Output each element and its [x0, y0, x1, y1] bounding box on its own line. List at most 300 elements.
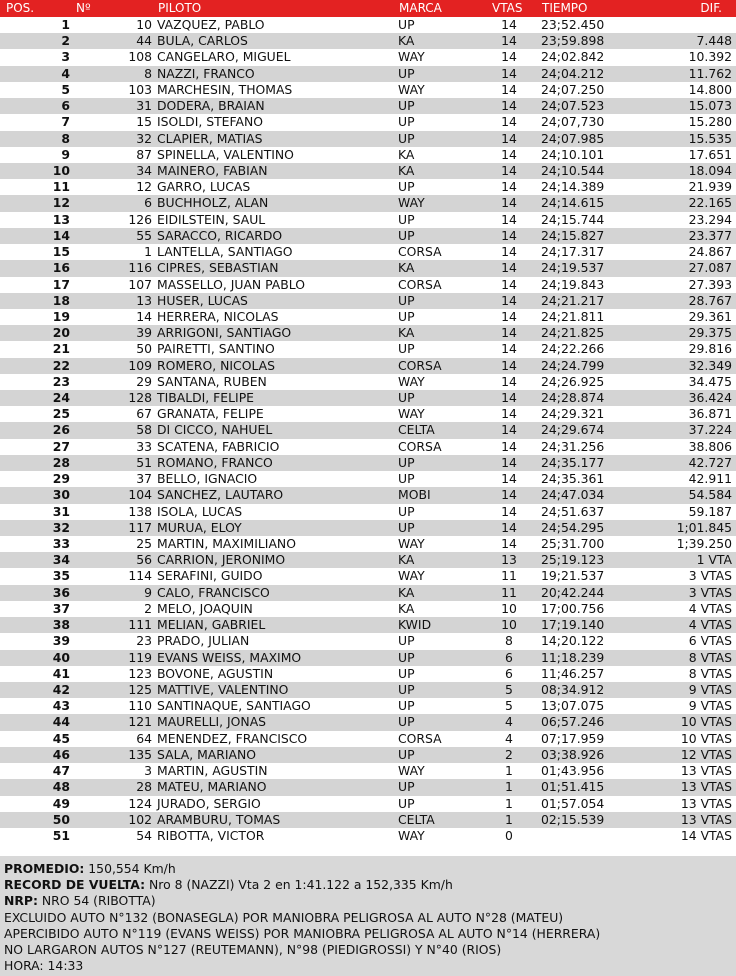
cell-dif: 42.727	[688, 454, 732, 470]
cell-marca: UP	[398, 681, 415, 697]
cell-marca: UP	[398, 471, 415, 487]
cell-num: 111	[128, 617, 152, 633]
cell-tiempo: 01;57.054	[541, 795, 605, 811]
nrp-value: NRO 54 (RIBOTTA)	[41, 893, 156, 909]
cell-tiempo: 24;35.361	[541, 471, 605, 487]
cell-num: 13	[136, 292, 152, 308]
cell-marca: WAY	[398, 568, 425, 584]
cell-dif: 34.475	[688, 373, 732, 389]
cell-marca: UP	[398, 649, 415, 665]
cell-tiempo: 01;43.956	[541, 763, 605, 779]
cell-tiempo: 24;26.925	[541, 373, 605, 389]
cell-piloto: MASSELLO, JUAN PABLO	[157, 276, 305, 292]
promedio-line	[4, 861, 736, 877]
cell-marca: UP	[398, 698, 415, 714]
cell-pos: 15	[52, 244, 70, 260]
cell-dif: 14 VTAS	[680, 827, 732, 843]
cell-piloto: SANTANA, RUBEN	[157, 373, 267, 389]
cell-piloto: BOVONE, AGUSTIN	[157, 665, 274, 681]
cell-marca: UP	[398, 503, 415, 519]
cell-num: 109	[128, 357, 152, 373]
table-row	[0, 828, 736, 844]
table-row	[0, 698, 736, 714]
cell-dif: 10.392	[688, 49, 732, 65]
table-row	[0, 633, 736, 649]
cell-marca: UP	[398, 292, 415, 308]
cell-pos: 51	[52, 827, 70, 843]
cell-vtas: 1	[505, 763, 513, 779]
cell-num: 14	[136, 308, 152, 324]
cell-vtas: 14	[501, 244, 517, 260]
cell-marca: UP	[398, 795, 415, 811]
cell-tiempo: 24;47.034	[541, 487, 605, 503]
cell-marca: WAY	[398, 406, 425, 422]
cell-dif: 54.584	[688, 487, 732, 503]
cell-num: 64	[136, 730, 152, 746]
table-row	[0, 779, 736, 795]
cell-vtas: 14	[501, 406, 517, 422]
table-row	[0, 131, 736, 147]
race-notes	[0, 856, 736, 976]
cell-vtas: 14	[501, 130, 517, 146]
cell-dif: 23.294	[688, 211, 732, 227]
cell-piloto: TIBALDI, FELIPE	[157, 390, 254, 406]
table-row	[0, 471, 736, 487]
cell-vtas: 14	[501, 98, 517, 114]
cell-pos: 9	[61, 146, 70, 162]
table-row	[0, 309, 736, 325]
cell-num: 32	[136, 130, 152, 146]
cell-num: 108	[128, 49, 152, 65]
no-largaron-note: NO LARGARON AUTOS N°127 (REUTEMANN), N°98 (PIEDIGROSSI) Y N°40 (RIOS)	[4, 942, 502, 958]
cell-vtas: 4	[505, 714, 513, 730]
cell-tiempo: 24;22.266	[541, 341, 605, 357]
table-row	[0, 195, 736, 211]
cell-marca: KA	[398, 552, 415, 568]
cell-vtas: 11	[501, 568, 517, 584]
cell-marca: UP	[398, 17, 415, 32]
cell-piloto: GRANATA, FELIPE	[157, 406, 264, 422]
cell-pos: 43	[52, 698, 70, 714]
cell-num: 67	[136, 406, 152, 422]
cell-pos: 13	[52, 211, 70, 227]
cell-dif: 29.361	[688, 308, 732, 324]
cell-pos: 20	[52, 325, 70, 341]
table-row	[0, 585, 736, 601]
table-row	[0, 147, 736, 163]
cell-dif: 7.448	[696, 33, 732, 49]
table-row	[0, 17, 736, 33]
cell-marca: KA	[398, 146, 415, 162]
cell-pos: 4	[61, 65, 70, 81]
cell-vtas: 14	[501, 179, 517, 195]
cell-num: 9	[144, 584, 152, 600]
cell-pos: 40	[52, 649, 70, 665]
table-row	[0, 422, 736, 438]
record-label: RECORD DE VUELTA:	[4, 877, 146, 893]
cell-num: 3	[144, 763, 152, 779]
cell-dif: 4 VTAS	[688, 600, 732, 616]
cell-tiempo: 24;14.615	[541, 195, 605, 211]
cell-vtas: 10	[501, 600, 517, 616]
cell-pos: 33	[52, 536, 70, 551]
cell-num: 103	[128, 81, 152, 97]
cell-piloto: MATTIVE, VALENTINO	[157, 681, 289, 697]
table-row	[0, 325, 736, 341]
cell-vtas: 1	[505, 779, 513, 795]
cell-num: 29	[136, 373, 152, 389]
cell-tiempo: 24;15.827	[541, 227, 605, 243]
cell-dif: 13 VTAS	[680, 779, 732, 795]
cell-tiempo: 24;29.674	[541, 422, 605, 438]
cell-piloto: BUCHHOLZ, ALAN	[157, 195, 269, 211]
cell-num: 104	[128, 487, 152, 503]
cell-vtas: 2	[505, 746, 513, 762]
cell-piloto: MAURELLI, JONAS	[157, 714, 267, 730]
cell-vtas: 14	[501, 146, 517, 162]
cell-pos: 10	[52, 162, 70, 178]
table-row	[0, 82, 736, 98]
cell-num: 56	[136, 552, 152, 568]
cell-vtas: 14	[501, 357, 517, 373]
cell-tiempo: 25;19.123	[541, 552, 605, 568]
cell-vtas: 14	[501, 503, 517, 519]
table-row	[0, 341, 736, 357]
cell-pos: 7	[61, 114, 70, 130]
cell-dif: 1;01.845	[676, 519, 732, 535]
cell-dif: 15.073	[688, 98, 732, 114]
cell-marca: UP	[398, 227, 415, 243]
cell-pos: 28	[52, 454, 70, 470]
cell-vtas: 14	[501, 227, 517, 243]
cell-num: 50	[136, 341, 152, 357]
cell-num: 33	[136, 438, 152, 454]
table-row	[0, 666, 736, 682]
cell-marca: KA	[398, 162, 415, 178]
table-row	[0, 536, 736, 552]
cell-piloto: EVANS WEISS, MAXIMO	[157, 649, 302, 665]
cell-pos: 27	[52, 438, 70, 454]
cell-tiempo: 23;59.898	[541, 33, 605, 49]
cell-pos: 30	[52, 487, 70, 503]
cell-pos: 50	[52, 811, 70, 827]
cell-marca: UP	[398, 779, 415, 795]
cell-tiempo: 24;02.842	[541, 49, 605, 65]
header-dif: DIF.	[700, 1, 722, 15]
cell-vtas: 14	[501, 471, 517, 487]
cell-num: 125	[128, 681, 152, 697]
cell-num: 10	[136, 17, 152, 32]
header-piloto: PILOTO	[158, 1, 202, 15]
promedio-label: PROMEDIO:	[4, 861, 85, 876]
cell-marca: WAY	[398, 827, 425, 843]
cell-marca: CORSA	[398, 730, 442, 746]
cell-vtas: 14	[501, 454, 517, 470]
cell-vtas: 14	[501, 487, 517, 503]
cell-num: 119	[128, 649, 152, 665]
cell-vtas: 14	[501, 276, 517, 292]
table-row	[0, 714, 736, 730]
table-row	[0, 601, 736, 617]
cell-piloto: ARAMBURU, TOMAS	[157, 811, 281, 827]
cell-piloto: CLAPIER, MATIAS	[157, 130, 263, 146]
table-row	[0, 763, 736, 779]
cell-marca: WAY	[398, 763, 425, 779]
cell-tiempo: 08;34.912	[541, 681, 605, 697]
promedio-value: 150,554 Km/h	[88, 861, 176, 876]
cell-num: 8	[144, 65, 152, 81]
cell-vtas: 14	[501, 308, 517, 324]
cell-dif: 3 VTAS	[688, 584, 732, 600]
cell-num: 25	[136, 536, 152, 551]
cell-piloto: ROMANO, FRANCO	[157, 454, 273, 470]
cell-pos: 3	[61, 49, 70, 65]
cell-num: 39	[136, 325, 152, 341]
cell-marca: UP	[398, 454, 415, 470]
cell-pos: 14	[52, 227, 70, 243]
cell-vtas: 14	[501, 260, 517, 276]
cell-dif: 59.187	[688, 503, 732, 519]
table-row	[0, 552, 736, 568]
cell-num: 23	[136, 633, 152, 649]
cell-pos: 5	[61, 81, 70, 97]
cell-num: 1	[144, 244, 152, 260]
table-row	[0, 650, 736, 666]
nrp-label: NRP:	[4, 893, 38, 909]
cell-dif: 13 VTAS	[680, 811, 732, 827]
cell-pos: 1	[61, 17, 70, 32]
cell-vtas: 6	[505, 665, 513, 681]
cell-tiempo: 03;38.926	[541, 746, 605, 762]
table-row	[0, 796, 736, 812]
cell-dif: 24.867	[688, 244, 732, 260]
cell-pos: 29	[52, 471, 70, 487]
cell-num: 123	[128, 665, 152, 681]
cell-pos: 11	[52, 179, 70, 195]
cell-marca: KA	[398, 584, 415, 600]
cell-num: 37	[136, 471, 152, 487]
cell-piloto: CARRION, JERONIMO	[157, 552, 286, 568]
cell-piloto: MELIAN, GABRIEL	[157, 617, 266, 633]
cell-tiempo: 25;31.700	[541, 536, 605, 551]
table-row	[0, 212, 736, 228]
cell-piloto: PAIRETTI, SANTINO	[157, 341, 275, 357]
cell-tiempo: 06;57.246	[541, 714, 605, 730]
cell-piloto: CALO, FRANCISCO	[157, 584, 270, 600]
table-row	[0, 358, 736, 374]
cell-dif: 29.816	[688, 341, 732, 357]
cell-marca: WAY	[398, 373, 425, 389]
header-pos: POS.	[6, 1, 35, 15]
cell-vtas: 14	[501, 162, 517, 178]
cell-pos: 41	[52, 665, 70, 681]
cell-dif: 42.911	[688, 471, 732, 487]
cell-piloto: SPINELLA, VALENTINO	[157, 146, 294, 162]
cell-piloto: SALA, MARIANO	[157, 746, 257, 762]
cell-dif: 6 VTAS	[688, 633, 732, 649]
cell-piloto: PRADO, JULIAN	[157, 633, 250, 649]
cell-tiempo: 23;52.450	[541, 17, 605, 32]
cell-dif: 8 VTAS	[688, 665, 732, 681]
cell-piloto: VAZQUEZ, PABLO	[157, 17, 265, 32]
table-row	[0, 66, 736, 82]
cell-tiempo: 07;17.959	[541, 730, 605, 746]
cell-piloto: ISOLA, LUCAS	[157, 503, 243, 519]
cell-num: 117	[128, 519, 152, 535]
cell-marca: UP	[398, 341, 415, 357]
table-row	[0, 114, 736, 130]
cell-marca: KA	[398, 325, 415, 341]
cell-vtas: 10	[501, 617, 517, 633]
results-table-body	[0, 17, 736, 844]
table-row	[0, 747, 736, 763]
cell-num: 44	[136, 33, 152, 49]
cell-pos: 16	[52, 260, 70, 276]
cell-vtas: 5	[505, 681, 513, 697]
cell-tiempo: 24;14.389	[541, 179, 605, 195]
cell-dif: 27.393	[688, 276, 732, 292]
cell-marca: WAY	[398, 49, 425, 65]
cell-marca: CORSA	[398, 357, 442, 373]
cell-vtas: 14	[501, 195, 517, 211]
table-row	[0, 390, 736, 406]
table-row	[0, 374, 736, 390]
cell-tiempo: 24;10.544	[541, 162, 605, 178]
cell-tiempo: 24;35.177	[541, 454, 605, 470]
cell-marca: CELTA	[398, 811, 435, 827]
table-row	[0, 568, 736, 584]
record-line	[4, 877, 736, 893]
cell-piloto: EIDILSTEIN, SAUL	[157, 211, 266, 227]
cell-piloto: MARTIN, AGUSTIN	[157, 763, 268, 779]
cell-marca: UP	[398, 130, 415, 146]
cell-vtas: 14	[501, 114, 517, 130]
cell-dif: 10 VTAS	[680, 714, 732, 730]
cell-tiempo: 24;10.101	[541, 146, 605, 162]
header-vtas: VTAS	[492, 1, 523, 15]
cell-marca: UP	[398, 746, 415, 762]
cell-piloto: MATEU, MARIANO	[157, 779, 267, 795]
table-row	[0, 520, 736, 536]
cell-dif: 11.762	[688, 65, 732, 81]
cell-dif: 10 VTAS	[680, 730, 732, 746]
cell-marca: KA	[398, 33, 415, 49]
cell-marca: UP	[398, 114, 415, 130]
cell-num: 28	[136, 779, 152, 795]
cell-num: 34	[136, 162, 152, 178]
cell-num: 87	[136, 146, 152, 162]
table-row	[0, 731, 736, 747]
table-row	[0, 617, 736, 633]
cell-dif: 32.349	[688, 357, 732, 373]
cell-pos: 31	[52, 503, 70, 519]
cell-vtas: 14	[501, 341, 517, 357]
cell-marca: KA	[398, 600, 415, 616]
cell-vtas: 14	[501, 65, 517, 81]
cell-pos: 26	[52, 422, 70, 438]
table-row	[0, 260, 736, 276]
cell-num: 107	[128, 276, 152, 292]
cell-num: 138	[128, 503, 152, 519]
cell-piloto: ARRIGONI, SANTIAGO	[157, 325, 292, 341]
cell-pos: 39	[52, 633, 70, 649]
cell-vtas: 14	[501, 33, 517, 49]
table-row	[0, 179, 736, 195]
cell-piloto: SARACCO, RICARDO	[157, 227, 283, 243]
cell-tiempo: 24;19.537	[541, 260, 605, 276]
cell-vtas: 14	[501, 438, 517, 454]
cell-pos: 19	[52, 308, 70, 324]
cell-piloto: BULA, CARLOS	[157, 33, 248, 49]
cell-marca: UP	[398, 308, 415, 324]
cell-piloto: MARTIN, MAXIMILIANO	[157, 536, 296, 551]
table-row	[0, 455, 736, 471]
cell-pos: 35	[52, 568, 70, 584]
cell-dif: 15.535	[688, 130, 732, 146]
cell-piloto: HUSER, LUCAS	[157, 292, 248, 308]
cell-marca: UP	[398, 211, 415, 227]
cell-dif: 8 VTAS	[688, 649, 732, 665]
cell-marca: WAY	[398, 536, 425, 551]
cell-dif: 12 VTAS	[680, 746, 732, 762]
hora-note: HORA: 14:33	[4, 958, 84, 974]
cell-marca: UP	[398, 65, 415, 81]
table-row	[0, 49, 736, 65]
cell-pos: 36	[52, 584, 70, 600]
cell-piloto: ROMERO, NICOLAS	[157, 357, 275, 373]
cell-vtas: 8	[505, 633, 513, 649]
cell-marca: CORSA	[398, 244, 442, 260]
table-row	[0, 244, 736, 260]
cell-tiempo: 24;24.799	[541, 357, 605, 373]
cell-piloto: HERRERA, NICOLAS	[157, 308, 279, 324]
cell-pos: 38	[52, 617, 70, 633]
cell-pos: 45	[52, 730, 70, 746]
cell-marca: UP	[398, 98, 415, 114]
cell-pos: 21	[52, 341, 70, 357]
cell-vtas: 0	[505, 827, 513, 843]
cell-piloto: SCATENA, FABRICIO	[157, 438, 280, 454]
cell-dif: 17.651	[688, 146, 732, 162]
table-row	[0, 439, 736, 455]
table-row	[0, 504, 736, 520]
cell-marca: UP	[398, 519, 415, 535]
cell-dif: 28.767	[688, 292, 732, 308]
cell-pos: 24	[52, 390, 70, 406]
cell-pos: 47	[52, 763, 70, 779]
cell-marca: UP	[398, 714, 415, 730]
cell-dif: 14.800	[688, 81, 732, 97]
cell-marca: CORSA	[398, 438, 442, 454]
cell-marca: UP	[398, 665, 415, 681]
table-row	[0, 406, 736, 422]
cell-pos: 44	[52, 714, 70, 730]
cell-marca: KA	[398, 260, 415, 276]
cell-num: 114	[128, 568, 152, 584]
cell-dif: 9 VTAS	[688, 698, 732, 714]
cell-pos: 25	[52, 406, 70, 422]
cell-dif: 27.087	[688, 260, 732, 276]
cell-dif: 29.375	[688, 325, 732, 341]
cell-piloto: LANTELLA, SANTIAGO	[157, 244, 293, 260]
cell-pos: 18	[52, 292, 70, 308]
cell-tiempo: 24;54.295	[541, 519, 605, 535]
cell-pos: 37	[52, 600, 70, 616]
cell-piloto: RIBOTTA, VICTOR	[157, 827, 265, 843]
cell-dif: 9 VTAS	[688, 681, 732, 697]
cell-pos: 49	[52, 795, 70, 811]
cell-vtas: 14	[501, 519, 517, 535]
